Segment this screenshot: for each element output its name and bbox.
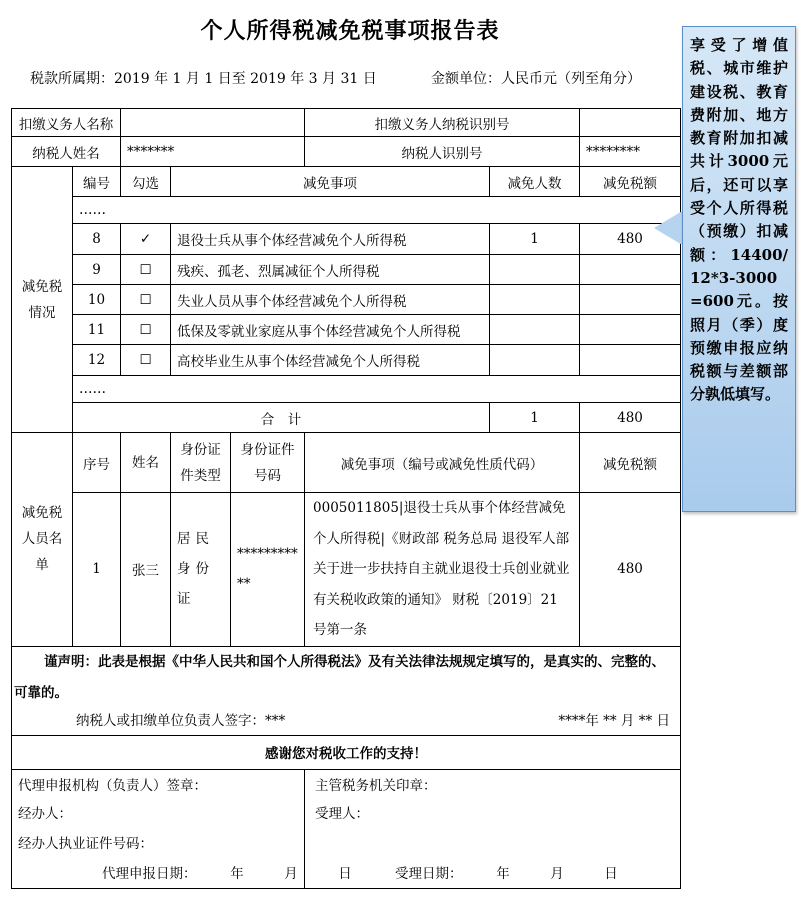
total-count: 1 (490, 403, 580, 433)
agent-seal-label[interactable]: 代理申报机构（负责人）签章： (18, 777, 207, 794)
col-id-no: 身份证件号码 (231, 433, 305, 493)
col-count: 减免人数 (490, 167, 580, 197)
person-seq: 1 (73, 493, 121, 647)
row-count[interactable] (490, 255, 580, 285)
signature-label[interactable]: 纳税人或扣缴单位负责人签字：*** (76, 712, 286, 729)
row-item: 退役士兵从事个体经营减免个人所得税 (171, 224, 490, 255)
row-checkbox[interactable]: ☐ (121, 345, 171, 376)
col-name: 姓名 (121, 433, 171, 493)
callout-note: 享受了增值税、城市维护建设税、教育费附加、地方教育附加扣减共计3000元后，还可以享受个人所得税（预缴）扣减额：14400/12*3-3000=600元。按照月（季）度预缴申报应纳税额与差额部分孰低填写。 (690, 36, 788, 404)
authority-cell (305, 769, 681, 888)
row-number: 11 (73, 315, 121, 345)
withholder-name-label: 扣缴义务人名称 (12, 109, 121, 137)
row-amount[interactable] (580, 255, 681, 285)
row-count[interactable]: 1 (490, 224, 580, 255)
declaration-cell (12, 646, 681, 735)
row-count[interactable] (490, 285, 580, 315)
row-count[interactable] (490, 345, 580, 376)
col-amount: 减免税额 (580, 167, 681, 197)
total-amount: 480 (580, 403, 681, 433)
row-number: 12 (73, 345, 121, 376)
row-amount[interactable] (580, 315, 681, 345)
row-item: 残疾、孤老、烈属减征个人所得税 (171, 255, 490, 285)
col-id-type: 身份证件类型 (171, 433, 231, 493)
signature-date[interactable]: ****年 ** 月 ** 日 (558, 712, 671, 729)
taxpayer-name-label: 纳税人姓名 (12, 137, 121, 167)
col-reduction-amount: 减免税额 (580, 433, 681, 493)
taxpayer-name-field[interactable]: ******* (121, 137, 305, 167)
row-number: 10 (73, 285, 121, 315)
person-id-no[interactable]: *********** (231, 493, 305, 647)
col-number: 编号 (73, 167, 121, 197)
tax-period: 税款所属期：2019 年 1 月 1 日至 2019 年 3 月 31 日 (30, 71, 377, 87)
table-row (12, 493, 681, 647)
authority-receiver-label[interactable]: 受理人： (315, 805, 370, 822)
person-reduction-item[interactable]: 0005011805|退役士兵从事个体经营减免个人所得税|《财政部 税务总局 退役军人部关于进一步扶持自主就业退役士兵创业就业有关税收政策的通知》 财税〔2019〕21 号第一条 (305, 493, 580, 647)
personnel-section-label: 减免税人员名单 (12, 433, 73, 647)
row-amount[interactable]: 480 (580, 224, 681, 255)
row-amount[interactable] (580, 285, 681, 315)
col-reduction-item: 减免事项（编号或减免性质代码） (305, 433, 580, 493)
situation-section-label: 减免税情况 (12, 167, 73, 433)
person-reduction-amount[interactable]: 480 (580, 493, 681, 647)
amount-unit: 金额单位：人民币元（列至角分） (431, 71, 641, 87)
taxpayer-id-field[interactable]: ******** (580, 137, 681, 167)
authority-seal-label[interactable]: 主管税务机关印章： (315, 777, 437, 794)
table-row (12, 224, 681, 255)
taxpayer-id-label: 纳税人识别号 (305, 137, 580, 167)
person-name[interactable]: 张三 (121, 493, 171, 647)
table-row (12, 345, 681, 376)
row-checkbox[interactable]: ☐ (121, 285, 171, 315)
person-id-type[interactable]: 居民身份证 (171, 493, 231, 647)
authority-date-label[interactable]: 受理日期： 年 月 日 (395, 865, 618, 882)
row-checkbox[interactable]: ☐ (121, 255, 171, 285)
situation-ellipsis-top: …… (73, 197, 681, 224)
declaration-text: 谨声明：此表是根据《中华人民共和国个人所得税法》及有关法律法规规定填写的，是真实的、完整的、可靠的。 (14, 653, 665, 701)
report-form-table (11, 108, 681, 889)
agent-date-label[interactable]: 代理申报日期： 年 月 日 (102, 865, 352, 882)
row-checkbox[interactable]: ✓ (121, 224, 171, 255)
row-number: 8 (73, 224, 121, 255)
col-seq: 序号 (73, 433, 121, 493)
row-item: 高校毕业生从事个体经营减免个人所得税 (171, 345, 490, 376)
agent-cert-label[interactable]: 经办人执业证件号码： (18, 835, 153, 852)
row-amount[interactable] (580, 345, 681, 376)
callout-pointer (654, 210, 684, 246)
total-label: 合 计 (73, 403, 490, 433)
table-row (12, 315, 681, 345)
col-check: 勾选 (121, 167, 171, 197)
situation-ellipsis-bottom: …… (73, 376, 681, 403)
withholder-id-label: 扣缴义务人纳税识别号 (305, 109, 580, 137)
col-item: 减免事项 (171, 167, 490, 197)
agent-handler-label[interactable]: 经办人： (18, 805, 72, 822)
thanks-text: 感谢您对税收工作的支持！ (12, 735, 681, 769)
row-checkbox[interactable]: ☐ (121, 315, 171, 345)
row-number: 9 (73, 255, 121, 285)
row-count[interactable] (490, 315, 580, 345)
row-item: 低保及零就业家庭从事个体经营减免个人所得税 (171, 315, 490, 345)
form-title: 个人所得税减免税事项报告表 (200, 18, 500, 44)
row-item: 失业人员从事个体经营减免个人所得税 (171, 285, 490, 315)
table-row (12, 255, 681, 285)
withholder-id-field[interactable] (580, 109, 681, 137)
table-row (12, 285, 681, 315)
withholder-name-field[interactable] (121, 109, 305, 137)
